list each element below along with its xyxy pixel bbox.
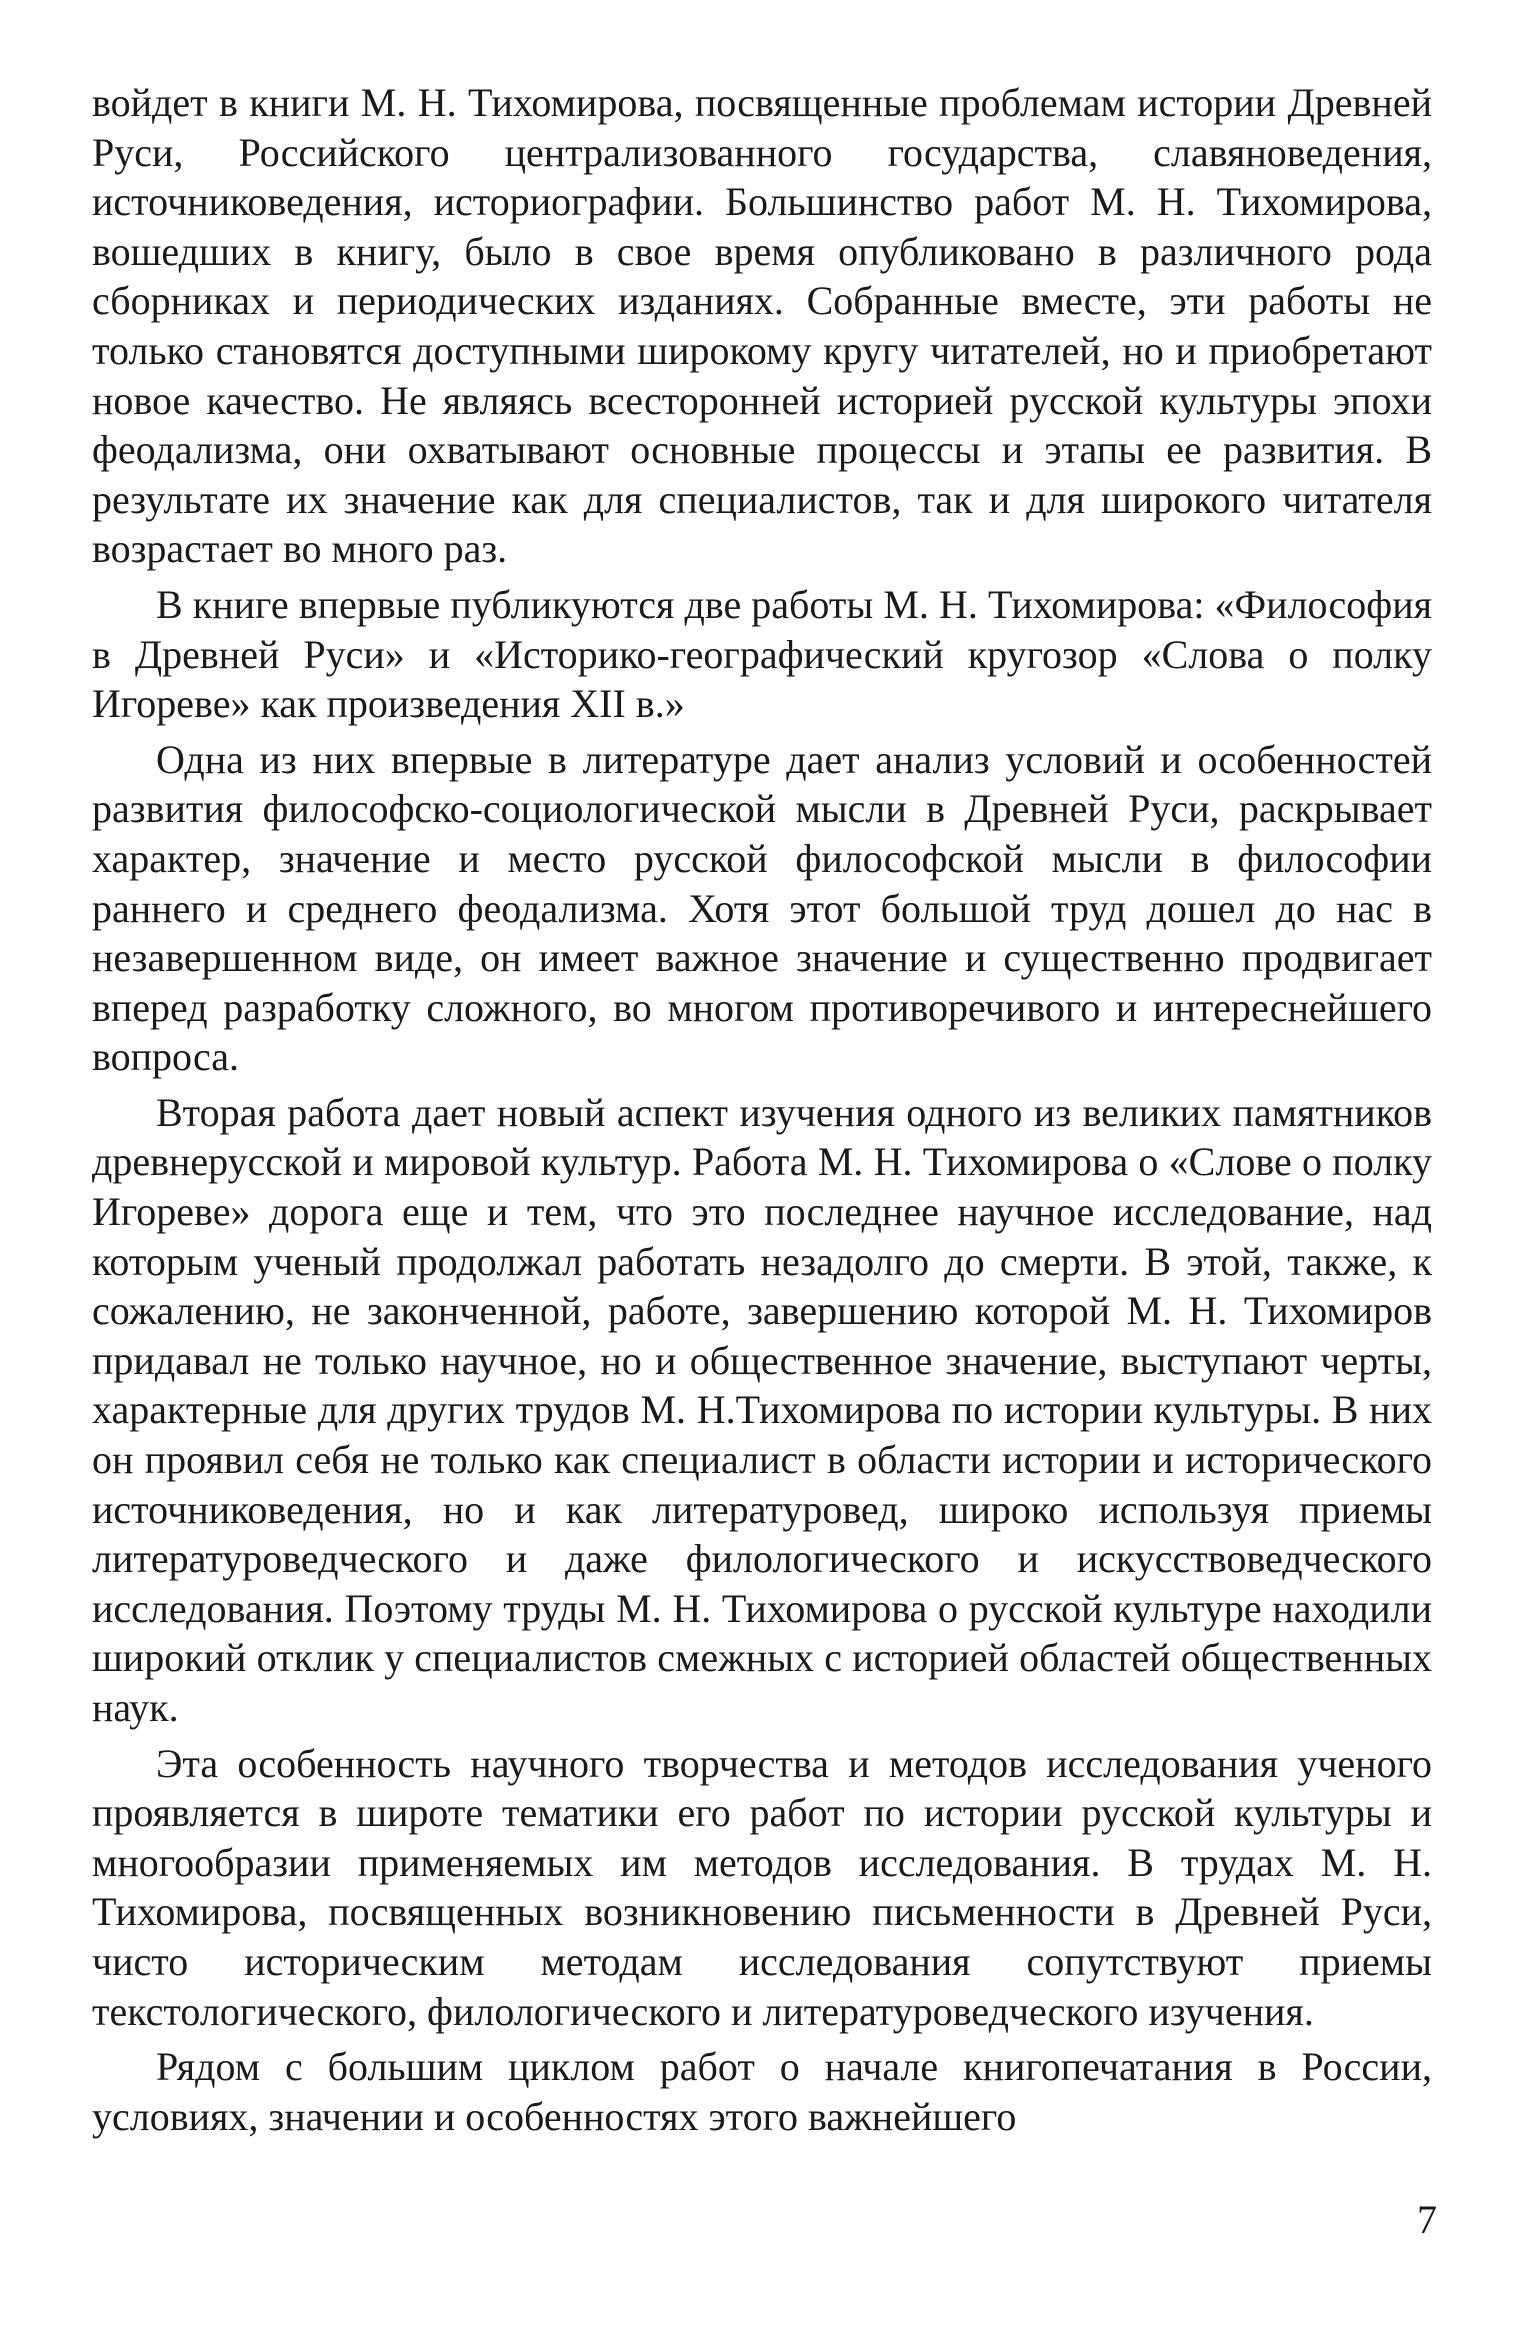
- paragraph: Эта особенность научного творчества и методов исследования ученого проявляется в широте тематики его работ по истории русской культуры и многообразии применяемых им методов исследования. В трудах М. Н. Тихомирова, посвященных возникновению письменности в Древней Руси, чисто историческим методам исследования сопутствуют приемы текстологического, филологического и литературоведческого изучения.: [92, 1740, 1432, 2034]
- paragraph: Рядом с большим циклом работ о начале книгопечатания в России, условиях, значении и особенностях этого важнейшего: [92, 2044, 1432, 2139]
- paragraph: Одна из них впервые в литературе дает анализ условий и особенностей развития философско-социологической мысли в Древней Руси, раскрывает характер, значение и место русской философской мысли в философии раннего и среднего феодализма. Хотя этот большой труд дошел до нас в незавершенном виде, он имеет важное значение и существенно продвигает вперед разработку сложного, во многом противоречивого и интереснейшего вопроса.: [92, 736, 1432, 1080]
- body-text: [92, 78, 1432, 2141]
- paragraph: В книге впервые публикуются две работы М. Н. Тихомирова: «Философия в Древней Руси» и «Историко-географический кругозор «Слова о полку Игореве» как произведения XII в.»: [92, 581, 1432, 727]
- paragraph-continuation: войдет в книги М. Н. Тихомирова, посвященные проблемам истории Древней Руси, Российского централизованного государства, славяноведения, источниковедения, историографии. Большинство работ М. Н. Тихомирова, вошедших в книгу, было в свое время опубликовано в различного рода сборниках и периодических изданиях. Собранные вместе, эти работы не только становятся доступными широкому кругу читателей, но и приобретают новое качество. Не являясь всесторонней историей русской культуры эпохи феодализма, они охватывают основные процессы и этапы ее развития. В результате их значение как для специалистов, так и для широкого читателя возрастает во много раз.: [92, 80, 1432, 572]
- page-number: 7: [1417, 2197, 1437, 2242]
- paragraph: Вторая работа дает новый аспект изучения одного из великих памятников древнерусской и мировой культур. Работа М. Н. Тихомирова о «Слове о полку Игореве» дорога еще и тем, что это последнее научное исследование, над которым ученый продолжал работать незадолго до смерти. В этой, также, к сожалению, не законченной, работе, завершению которой М. Н. Тихомиров придавал не только научное, но и общественное значение, выступают черты, характерные для других трудов М. Н.Тихомирова по истории культуры. В них он проявил себя не только как специалист в области истории и исторического источниковедения, но и как литературовед, широко используя приемы литературоведческого и даже филологического и искусствоведческого исследования. Поэтому труды М. Н. Тихомирова о русской культуре находили широкий отклик у специалистов смежных с историей областей общественных наук.: [92, 1089, 1432, 1730]
